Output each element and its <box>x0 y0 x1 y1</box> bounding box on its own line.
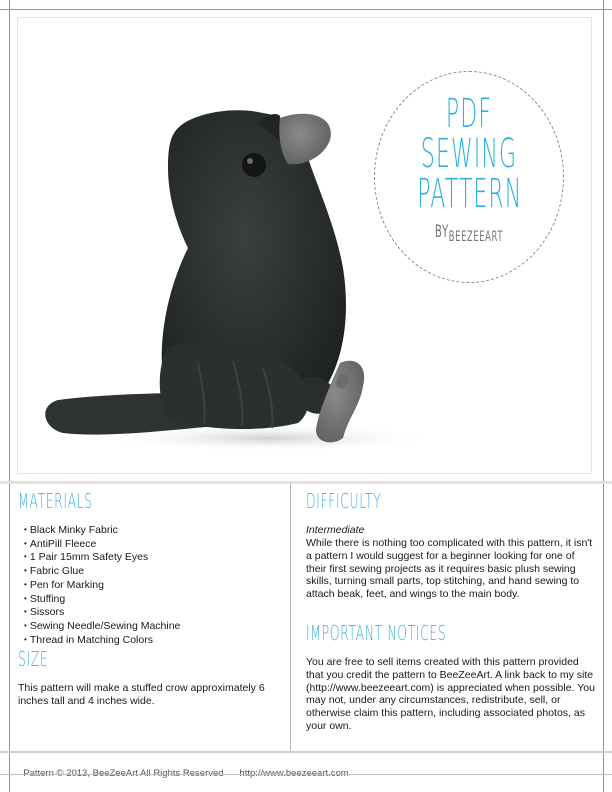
page-border-left <box>9 0 10 792</box>
size-text: This pattern will make a stuffed crow approximately 6 inches tall and 4 inches wide. <box>18 682 265 707</box>
badge-title-line-2: SEWING <box>420 131 518 177</box>
materials-item: • Fabric Glue <box>24 565 180 579</box>
materials-item: • Black Minky Fabric <box>24 524 180 538</box>
difficulty-heading: DIFFICULTY <box>306 489 382 513</box>
materials-item: • Sewing Needle/Sewing Machine <box>24 620 180 634</box>
badge-author-name: BEEZEEART <box>448 229 504 245</box>
difficulty-level: Intermediate <box>306 524 365 536</box>
materials-item: • 1 Pair 15mm Safety Eyes <box>24 551 180 565</box>
materials-item: • AntiPill Fleece <box>24 538 180 552</box>
notices-text: You are free to sell items created with this pattern provided that you credit the pattern to BeeZeeArt. A link back to my site (http://www.beezeeart.com) is appreciated when possible. You may not, under any circumstances, redistribute, sell, or otherwise claim this pattern, including associated photos, as your own. <box>306 656 595 732</box>
pdf-sewing-pattern-badge <box>374 71 564 283</box>
footer-divider-bottom <box>0 774 612 775</box>
column-divider <box>290 484 291 752</box>
cover-photo <box>17 17 592 474</box>
notices-heading: IMPORTANT NOTICES <box>306 621 447 645</box>
page-border-top <box>0 9 612 10</box>
materials-item: • Stuffing <box>24 593 180 607</box>
badge-title-line-3: PATTERN <box>417 171 523 217</box>
badge-author <box>413 222 526 245</box>
materials-list <box>24 524 180 647</box>
page-border-right <box>603 0 604 792</box>
badge-title-line-1: PDF <box>445 91 493 137</box>
materials-item: • Sissors <box>24 606 180 620</box>
section-divider <box>0 481 612 484</box>
footer <box>18 757 349 779</box>
difficulty-text: While there is nothing too complicated with this pattern, it isn't a pattern I would suggest for a beginner looking for one of their first sewing projects as it requires basic plush sewing skills, turning small parts, top stitching, and hand sewing to attach beak, feet, and wings to the main body. <box>306 537 593 601</box>
footer-divider-top <box>0 751 612 753</box>
badge-title <box>417 91 523 217</box>
materials-heading: MATERIALS <box>18 489 93 513</box>
badge-by-label: BY <box>434 222 449 242</box>
size-heading: SIZE <box>18 647 49 671</box>
materials-item: • Thread in Matching Colors <box>24 634 180 648</box>
materials-item: • Pen for Marking <box>24 579 180 593</box>
